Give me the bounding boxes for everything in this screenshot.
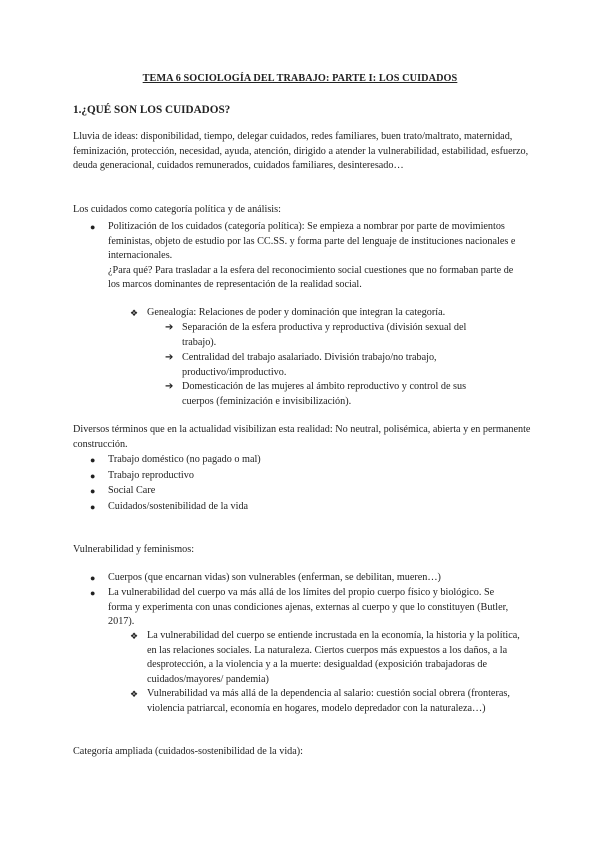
list-item [90,500,510,516]
arrow-icon: ➔ [165,322,174,333]
diamond-bullet-icon: ❖ [130,631,139,641]
list-item [90,571,520,586]
vulnerability-item: Cuerpos (que encarnan vidas) son vulnerables (enferman, se debilitan, mueren…) [108,572,441,583]
diamond-bullet-icon: ❖ [130,308,139,318]
why-text: ¿Para qué? Para trasladar a la esfera del reconocimiento social cuestiones que no formaban parte de los marcos dominantes de representación de la realidad social. [108,264,514,291]
genealogy-text: Genealogía: Relaciones de poder y dominación que integran la categoría. [147,307,446,318]
brainstorm-paragraph: Lluvia de ideas: disponibilidad, tiempo, delegar cuidados, redes familiares, buen trato/maltrato, maternidad, feminización, protección, necesidad, ayuda, atención, dirigido a atender la vulnerabilidad, estabilidad, esfuerzo, deuda generacional, cuidados remunerados, cuidados familiares, desinteresado… [73,131,529,172]
arrow-icon: ➔ [165,381,174,392]
list-item [130,629,530,687]
vulnerability-heading: Vulnerabilidad y feminismos: [73,544,195,555]
bullet-icon: ● [90,470,96,481]
term-text: Cuidados/sostenibilidad de la vida [108,500,249,512]
section-heading: 1.¿QUÉ SON LOS CUIDADOS? [73,104,231,116]
bullet-icon: ● [90,588,96,598]
list-item [130,687,530,716]
bullet-icon: ● [90,486,96,496]
list-item [90,469,510,485]
category-intro: Los cuidados como categoría política y de análisis: [73,204,281,215]
list-item [130,306,530,321]
diamond-bullet-icon: ❖ [130,689,139,699]
list-item [90,484,510,500]
term-text: Trabajo reproductivo [108,469,194,481]
arrow-icon: ➔ [165,352,174,363]
genealogy-item: Domesticación de las mujeres al ámbito reproductivo y control de sus cuerpos (feminización e invisibilización). [182,381,467,407]
term-text: Social Care [108,485,156,496]
list-item [90,453,510,469]
bullet-icon: ● [90,573,96,583]
list-item [90,220,520,293]
list-item [165,380,495,409]
politicization-text: Politización de los cuidados (categoría política): Se empieza a nombrar por parte de movimientos feministas, objeto de estudio por las CC.SS. y forma parte del lenguaje de instituciones nacionales e internacionales. [108,221,516,262]
list-item [165,351,495,380]
term-text: Trabajo doméstico (no pagado o mal) [108,454,261,465]
genealogy-item: Separación de la esfera productiva y reproductiva (división sexual del trabajo). [182,322,467,348]
list-item [165,321,495,350]
terms-list [90,453,510,515]
vulnerability-subitem: La vulnerabilidad del cuerpo se entiende incrustada en la economía, la historia y la política, en las relaciones sociales. La naturaleza. Ciertos cuerpos más expuestos a los daños, a la desprotección, a la violencia y a la muerte: desigualdad (exposición trabajadoras de cuidados/mayores/ pandemia) [147,630,520,685]
extended-category: Categoría ampliada (cuidados-sostenibilidad de la vida): [73,746,303,757]
bullet-icon: ● [90,501,96,512]
bullet-icon: ● [90,455,96,465]
vulnerability-subitem: Vulnerabilidad va más allá de la dependencia al salario: cuestión social obrera (fronteras, violencia patriarcal, economía en hogares, modelo depredador con la naturaleza…) [147,688,510,714]
genealogy-item: Centralidad del trabajo asalariado. División trabajo/no trabajo, productivo/improductivo. [182,352,437,378]
document-title: TEMA 6 SOCIOLOGÍA DEL TRABAJO: PARTE I: LOS CUIDADOS [142,73,458,84]
bullet-icon: ● [90,222,96,232]
vulnerability-item: La vulnerabilidad del cuerpo va más allá de los límites del propio cuerpo físico y biológico. Se forma y experimenta con unas condiciones ajenas, externas al cuerpo y que lo constituyen (Butler, 2017). [108,587,509,628]
list-item [90,586,520,630]
terms-intro: Diversos términos que en la actualidad visibilizan esta realidad: No neutral, polisémica, abierta y en permanente construcción. [73,424,531,450]
